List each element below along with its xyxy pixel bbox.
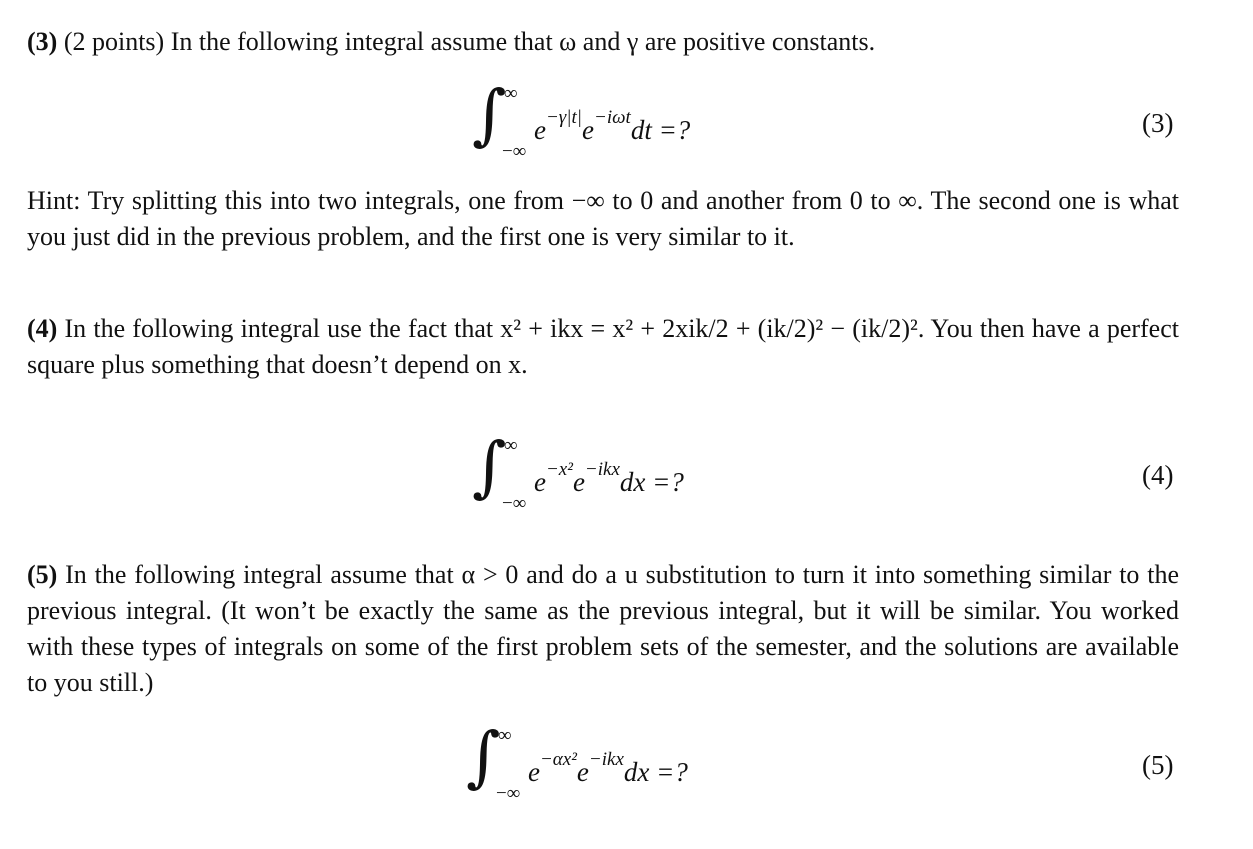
equation-3	[0, 76, 1253, 170]
integral-sign-icon: ∫	[472, 428, 507, 505]
integral-3-lower-limit: −∞	[502, 141, 527, 162]
problem-4-statement	[27, 311, 1179, 383]
problem-3-hint: Hint: Try splitting this into two integrals, one from −∞ to 0 and another from 0 to ∞. The second one is what you just did in the previous problem, and the first one is very similar to it.	[27, 186, 1179, 251]
equation-5-label: (5)	[1142, 750, 1174, 780]
integral-4-upper-limit: ∞	[504, 435, 518, 456]
integral-sign-icon: ∫	[472, 76, 507, 153]
integral-5-exponent-1: −αx²	[539, 749, 577, 770]
equation-5	[0, 718, 1253, 812]
integral-4-exponent-2: −ikx	[584, 459, 620, 480]
integral-3-upper-limit: ∞	[504, 83, 518, 104]
problem-3-intro: (2 points) In the following integral assume that ω and γ are positive constants.	[57, 27, 876, 56]
integral-5-exponent-2: −ikx	[588, 749, 624, 770]
problem-3-statement	[27, 24, 1179, 60]
integral-3-integrand: $e^{-\gamma|t|}e^{-i\omega t}dt$ =?	[534, 107, 691, 145]
integral-5-tail: dx =?	[623, 757, 688, 787]
integral-4-exponent-1: −x²	[545, 459, 573, 480]
integral-5-lower-limit: −∞	[496, 783, 521, 804]
problem-5-text: In the following integral assume that α > 0 and do a u substitution to turn it into something similar to the previous integral. (It won’t be exactly the same as the previous integral, but it will be similar. You worked with these types of integrals on some of the first problem sets of the semester, and the solutions are available to you still.)	[27, 560, 1179, 697]
integral-4-tail: dx =?	[619, 467, 684, 497]
integral-4-integrand: $e^{-x^2}e^{-ikx}dx$ =?	[534, 459, 684, 497]
integral-sign-icon: ∫	[466, 718, 501, 795]
problem-4-text: In the following integral use the fact that x² + ikx = x² + 2xik/2 + (ik/2)² − (ik/2)². You then have a perfect square plus something that doesn’t depend on x.	[27, 314, 1179, 379]
integral-5-upper-limit: ∞	[498, 725, 512, 746]
problem-5-number: (5)	[27, 560, 58, 589]
integral-3-exponent-1: −γ|t|	[545, 107, 583, 128]
equation-4-label: (4)	[1142, 460, 1174, 490]
integral-3-tail: dt =?	[630, 115, 691, 145]
integral-4-lower-limit: −∞	[502, 493, 527, 514]
problem-4-number: (4)	[27, 314, 58, 343]
equation-3-label: (3)	[1142, 108, 1174, 138]
problem-3-number: (3)	[27, 27, 58, 56]
equation-4	[0, 428, 1253, 522]
integral-5-integrand: $e^{-\alpha x^2}e^{-ikx}dx$ =?	[528, 749, 688, 787]
integral-3-exponent-2: −iωt	[594, 107, 631, 128]
problem-5-statement	[27, 557, 1179, 701]
